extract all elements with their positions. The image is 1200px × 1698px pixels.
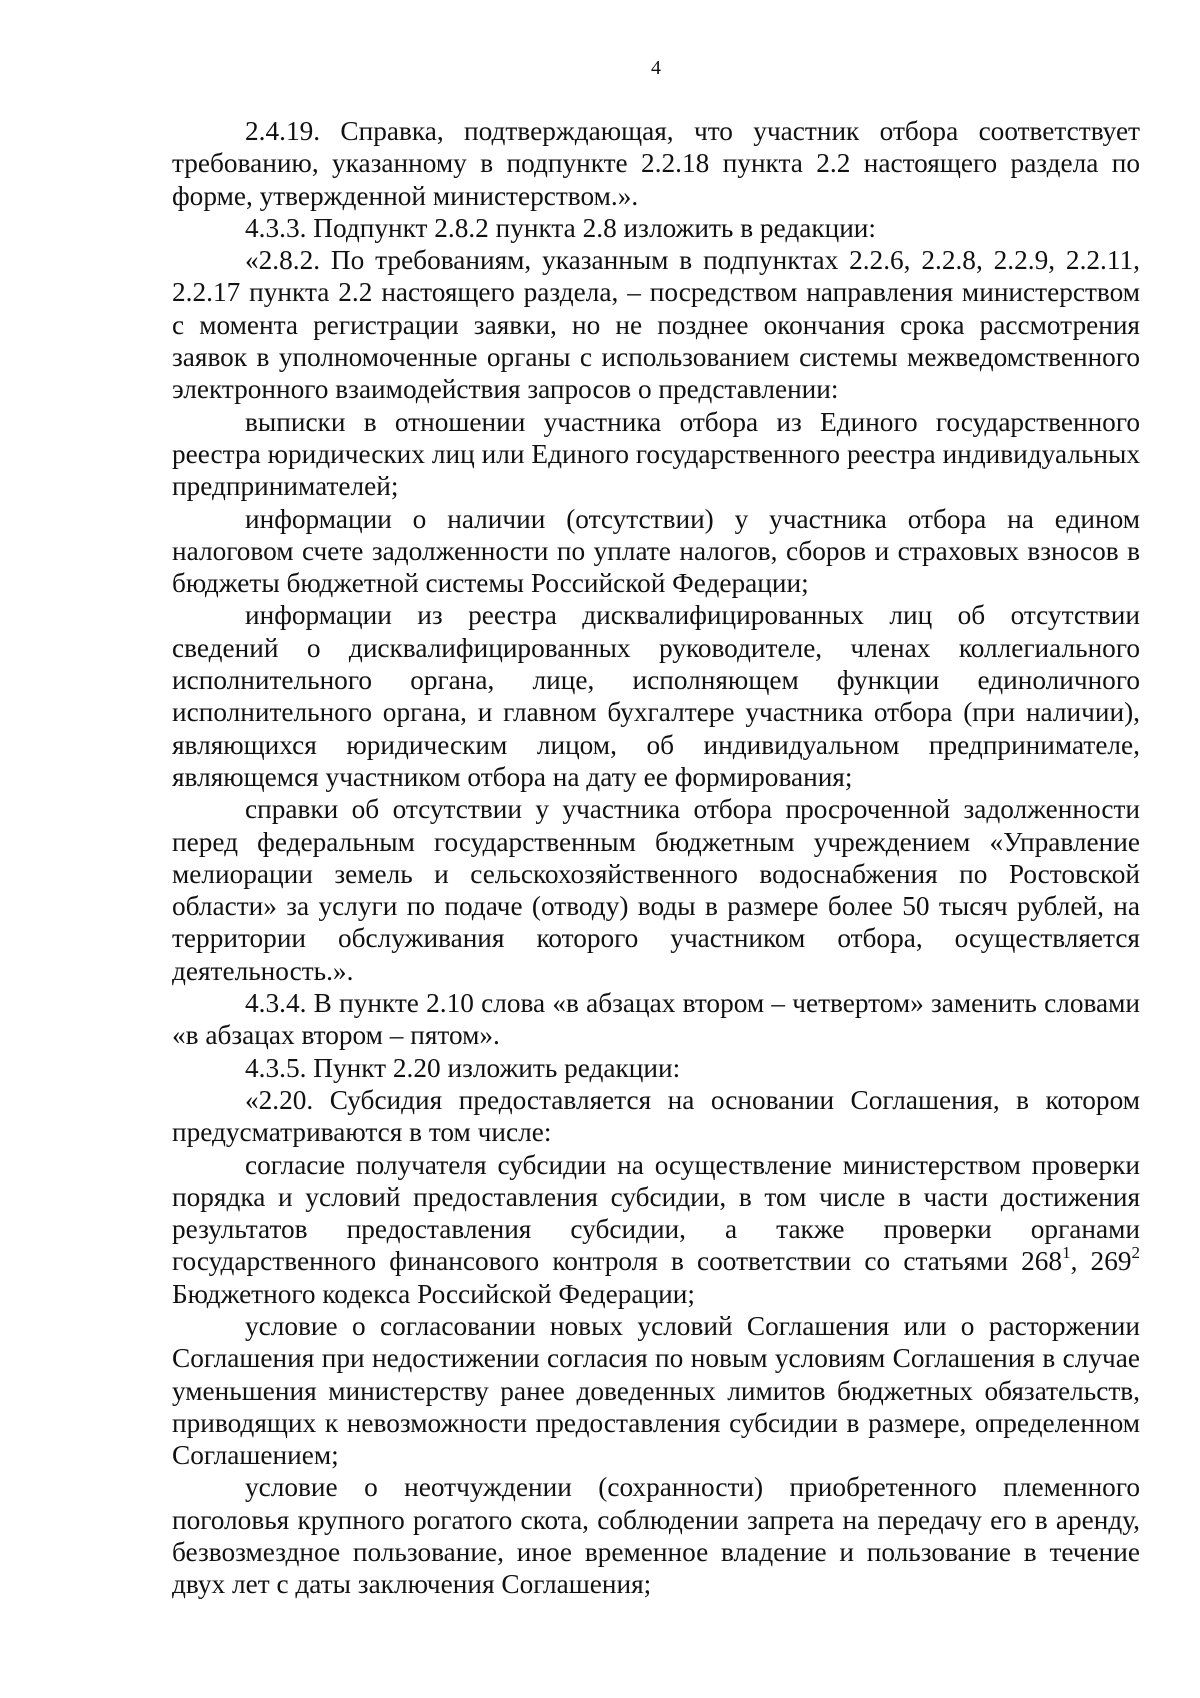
paragraph-agreement-termination: условие о согласовании новых условий Соглашения или о расторжении Соглашения при недостижении согласия по новым условиям Соглашения в случае уменьшения министерству ранее доведенных лимитов бюджетных обязательств, приводящих к невозможности предоставления субсидии в размере, определенном Соглашением; [172, 1310, 1140, 1471]
superscript-2: 2 [1131, 1243, 1140, 1263]
paragraph-cattle-retention: условие о неотчуждении (сохранности) приобретенного племенного поголовья крупного рогатого скота, соблюдении запрета на передачу его в аренду, безвозмездное пользование, иное временное владение и пользование в течение двух лет с даты заключения Соглашения; [172, 1472, 1140, 1600]
document-body [172, 115, 1140, 1601]
page-number: 4 [651, 57, 661, 79]
paragraph-disqualified-persons: информации из реестра дисквалифицированных лиц об отсутствии сведений о дисквалифицированных руководителе, членах коллегиального исполнительного органа, лице, исполняющем функции единоличного исполнительного органа, и главном бухгалтере участника отбора (при наличии), являющихся юридическим лицом, об индивидуальном предпринимателе, являющемся участником отбора на дату ее формирования; [172, 600, 1140, 792]
paragraph-2-4-19: 2.4.19. Справка, подтверждающая, что участник отбора соответствует требованию, указанному в подпункте 2.2.18 пункта 2.2 настоящего раздела по форме, утвержденной министерством.». [172, 116, 1140, 211]
superscript-1: 1 [1062, 1243, 1071, 1263]
paragraph-melioration-certificate: справки об отсутствии у участника отбора просроченной задолженности перед федеральным государственным бюджетным учреждением «Управление мелиорации земель и сельскохозяйственного водоснабжения по Ростовской области» за услуги по подаче (отводу) воды в размере более 50 тысяч рублей, на территории обслуживания которого участником отбора, осуществляется деятельность.». [172, 794, 1140, 986]
paragraph-2-20: «2.20. Субсидия предоставляется на основании Соглашения, в котором предусматриваются в том числе: [172, 1084, 1140, 1148]
paragraph-4-3-3: 4.3.3. Подпункт 2.8.2 пункта 2.8 изложить в редакции: [245, 212, 877, 243]
consent-text-part2: , 269 [1070, 1246, 1132, 1277]
paragraph-consent-inspection [172, 1149, 1140, 1310]
consent-text-part1: согласие получателя субсидии на осуществление министерством проверки порядка и условий предоставления субсидии, в том числе в части достижения результатов предоставления субсидии, а также проверки органами государственного финансового контроля в соответствии со статьями 268 [172, 1149, 1140, 1277]
paragraph-extract-egrul: выписки в отношении участника отбора из Единого государственного реестра юридических лиц или Единого государственного реестра индивидуальных предпринимателей; [172, 406, 1140, 502]
paragraph-4-3-4: 4.3.4. В пункте 2.10 слова «в абзацах втором – четвертом» заменить словами «в абзацах втором – пятом». [172, 988, 1140, 1051]
paragraph-2-8-2: «2.8.2. По требованиям, указанным в подпунктах 2.2.6, 2.2.8, 2.2.9, 2.2.11, 2.2.17 пункта 2.2 настоящего раздела, – посредством направления министерством с момента регистрации заявки, но не позднее окончания срока рассмотрения заявок в уполномоченные органы с использованием системы межведомственного электронного взаимодействия запросов о представлении: [172, 245, 1140, 405]
consent-text-part3: Бюджетного кодекса Российской Федерации; [172, 1278, 695, 1309]
paragraph-tax-debt-info: информации о наличии (отсутствии) у участника отбора на едином налоговом счете задолженности по уплате налогов, сборов и страховых взносов в бюджеты бюджетной системы Российской Федерации; [172, 503, 1140, 599]
paragraph-4-3-5: 4.3.5. Пункт 2.20 изложить редакции: [245, 1052, 681, 1083]
